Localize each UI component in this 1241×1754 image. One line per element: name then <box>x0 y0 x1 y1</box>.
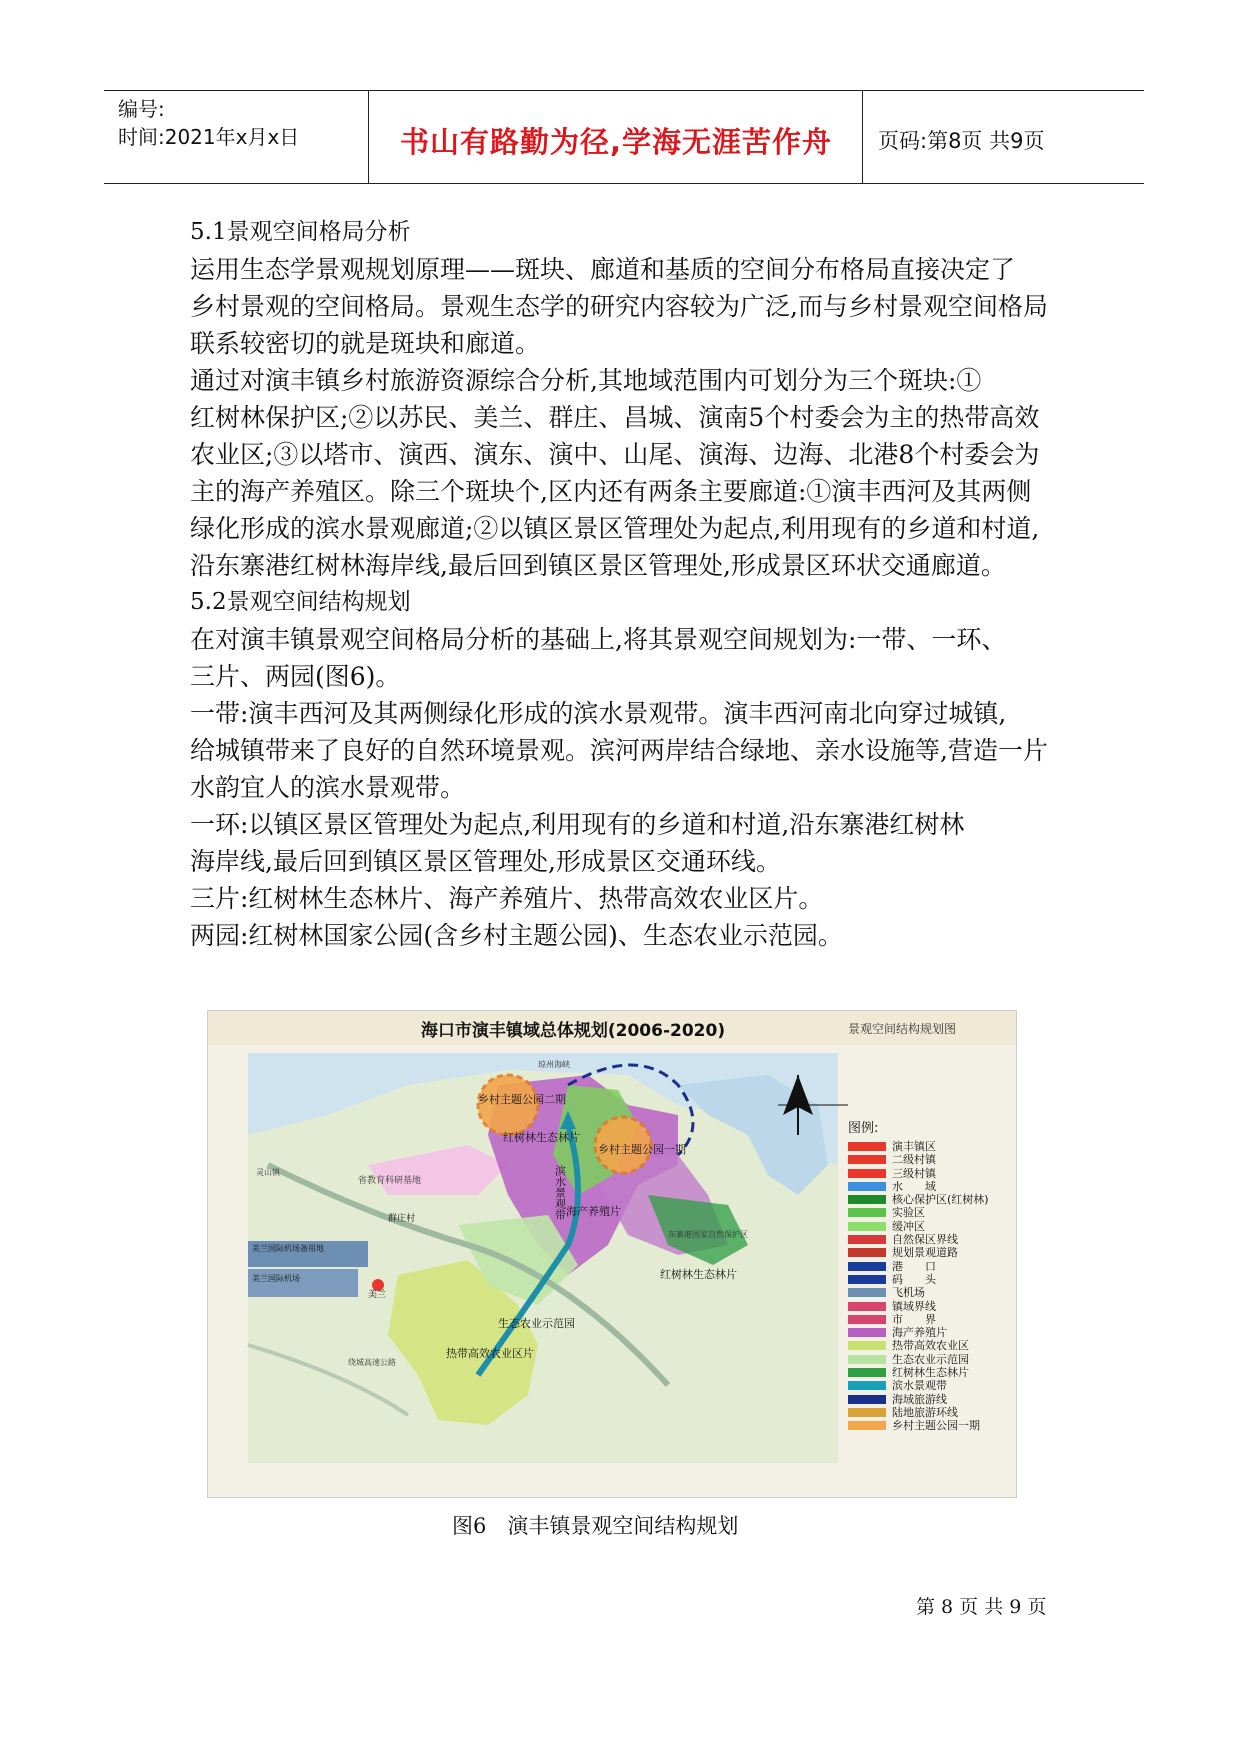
label-meilan: 美兰 <box>368 1290 387 1300</box>
legend-swatch <box>848 1408 886 1417</box>
header-left-cell <box>104 91 369 183</box>
legend-item <box>848 1393 1008 1406</box>
legend-swatch <box>848 1155 886 1164</box>
label-waterfront: 滨水景观带 <box>553 1165 567 1220</box>
legend-label: 三级村镇 <box>892 1166 936 1180</box>
paragraph-line: 三片、两园(图6)。 <box>190 662 401 691</box>
figure-caption: 图6 演丰镇景观空间结构规划 <box>452 1514 739 1538</box>
header-center-cell <box>370 91 863 183</box>
label-agri-zone: 热带高效农业区片 <box>446 1347 534 1360</box>
page-number-label: 页码:第8页 共9页 <box>878 129 1045 153</box>
legend-label: 港 口 <box>892 1259 936 1273</box>
paragraph-line: 通过对演丰镇乡村旅游资源综合分析,其地域范围内可划分为三个斑块:① <box>190 366 982 395</box>
legend-label: 缓冲区 <box>892 1219 925 1233</box>
paragraph-line: 绿化形成的滨水景观廊道;②以镇区景区管理处为起点,利用现有的乡道和村道, <box>190 514 1040 543</box>
paragraph-line: 沿东寨港红树林海岸线,最后回到镇区景区管理处,形成景区环状交通廊道。 <box>190 551 1006 580</box>
label-aquaculture: 海产养殖片 <box>566 1205 621 1218</box>
page-footer: 第 8 页 共 9 页 <box>916 1596 1047 1618</box>
label-lingshan: 灵山镇 <box>256 1168 280 1177</box>
label-reserve: 东寨港国家自然保护区 <box>668 1230 748 1239</box>
legend-item <box>848 1273 1008 1286</box>
legend-label: 核心保护区(红树林) <box>892 1193 989 1207</box>
paragraph-line: 农业区;③以塔市、演西、演东、演中、山尾、演海、边海、北港8个村委会为 <box>190 440 1040 469</box>
legend-item <box>848 1206 1008 1219</box>
paragraph-line: 一环:以镇区景区管理处为起点,利用现有的乡道和村道,沿东寨港红树林 <box>190 810 965 839</box>
label-park2: 乡村主题公园二期 <box>478 1093 566 1106</box>
label-qunzhuang: 群庄村 <box>388 1214 416 1224</box>
page-header <box>104 90 1144 184</box>
legend-item <box>848 1260 1008 1273</box>
paragraph-line: 乡村景观的空间格局。景观生态学的研究内容较为广泛,而与乡村景观空间格局 <box>190 292 1048 321</box>
paragraph-line: 海岸线,最后回到镇区景区管理处,形成景区交通环线。 <box>190 847 781 876</box>
header-right-cell <box>864 91 1144 183</box>
legend-swatch <box>848 1222 886 1231</box>
label-airport-backup: 美兰国际机场备用地 <box>252 1244 324 1253</box>
legend-swatch <box>848 1182 886 1191</box>
legend-swatch <box>848 1142 886 1151</box>
section-title-5-2: 5.2景观空间结构规划 <box>190 589 411 615</box>
legend-swatch <box>848 1208 886 1217</box>
legend-item <box>848 1419 1008 1432</box>
label-academy: 省教育科研基地 <box>358 1176 422 1186</box>
paragraph-line: 红树林保护区;②以苏民、美兰、群庄、昌城、演南5个村委会为主的热带高效 <box>190 403 1040 432</box>
legend-item <box>848 1220 1008 1233</box>
legend-label: 滨水景观带 <box>892 1379 947 1393</box>
legend-item <box>848 1286 1008 1299</box>
legend-swatch <box>848 1421 886 1430</box>
legend-label: 红树林生态林片 <box>892 1366 969 1380</box>
legend-swatch <box>848 1235 886 1244</box>
legend-swatch <box>848 1169 886 1178</box>
legend-item <box>848 1246 1008 1259</box>
legend-label: 实验区 <box>892 1206 925 1220</box>
legend-label: 生态农业示范园 <box>892 1352 969 1366</box>
legend-label: 二级村镇 <box>892 1153 936 1167</box>
time-label: 时间:2021年x月x日 <box>118 125 300 149</box>
label-agri-demo: 生态农业示范园 <box>498 1317 575 1330</box>
legend-item <box>848 1353 1008 1366</box>
legend-swatch <box>848 1195 886 1204</box>
legend-swatch <box>848 1262 886 1271</box>
legend-item <box>848 1326 1008 1339</box>
label-park1: 乡村主题公园一期 <box>598 1143 686 1156</box>
legend-label: 演丰镇区 <box>892 1140 936 1153</box>
legend-item <box>848 1339 1008 1352</box>
label-mangrove2: 红树林生态林片 <box>660 1268 737 1281</box>
paragraph-line: 给城镇带来了良好的自然环境景观。滨河两岸结合绿地、亲水设施等,营造一片 <box>190 736 1048 765</box>
label-strait: 琼州海峡 <box>538 1060 570 1069</box>
map-legend <box>848 1117 1008 1433</box>
legend-item <box>848 1313 1008 1326</box>
paragraph-line: 运用生态学景观规划原理——斑块、廊道和基质的空间分布格局直接决定了 <box>190 255 1016 284</box>
legend-swatch <box>848 1328 886 1337</box>
label-mangrove1: 红树林生态林片 <box>503 1131 580 1144</box>
legend-item <box>848 1379 1008 1392</box>
paragraph-line: 联系较密切的就是斑块和廊道。 <box>190 329 541 358</box>
legend-item <box>848 1406 1008 1419</box>
legend-label: 码 头 <box>892 1272 936 1286</box>
legend-title: 图例: <box>848 1121 879 1136</box>
legend-swatch <box>848 1341 886 1350</box>
legend-label: 镇域界线 <box>892 1299 936 1313</box>
planning-map-figure <box>207 1010 1017 1498</box>
legend-item <box>848 1180 1008 1193</box>
legend-label: 乡村主题公园一期 <box>892 1419 980 1433</box>
legend-swatch <box>848 1248 886 1257</box>
legend-label: 水 域 <box>892 1179 936 1193</box>
legend-swatch <box>848 1315 886 1324</box>
legend-swatch <box>848 1275 886 1284</box>
legend-swatch <box>848 1395 886 1404</box>
legend-swatch <box>848 1302 886 1311</box>
header-motto: 书山有路勤为径,学海无涯苦作舟 <box>399 125 833 159</box>
section-title-5-1: 5.1景观空间格局分析 <box>190 219 411 245</box>
map-title: 海口市演丰镇域总体规划(2006-2020) <box>420 1021 726 1041</box>
legend-item <box>848 1193 1008 1206</box>
legend-item <box>848 1167 1008 1180</box>
legend-item <box>848 1366 1008 1379</box>
legend-item <box>848 1153 1008 1166</box>
map-title-bar <box>208 1011 1016 1046</box>
legend-label: 陆地旅游环线 <box>892 1405 958 1419</box>
paragraph-line: 水韵宜人的滨水景观带。 <box>190 773 466 802</box>
paragraph-line: 在对演丰镇景观空间格局分析的基础上,将其景观空间规划为:一带、一环、 <box>190 625 1007 654</box>
legend-item <box>848 1233 1008 1246</box>
legend-label: 市 界 <box>892 1312 936 1326</box>
paragraph-line: 三片:红树林生态林片、海产养殖片、热带高效农业区片。 <box>190 884 824 913</box>
paragraph-line: 主的海产养殖区。除三个斑块个,区内还有两条主要廊道:①演丰西河及其两侧 <box>190 477 1032 506</box>
legend-swatch <box>848 1355 886 1364</box>
legend-swatch <box>848 1368 886 1377</box>
legend-item <box>848 1140 1008 1153</box>
label-airport: 美兰国际机场 <box>252 1274 300 1283</box>
legend-label: 海产养殖片 <box>892 1326 947 1340</box>
legend-label: 自然保区界线 <box>892 1233 958 1247</box>
legend-label: 飞机场 <box>892 1286 925 1300</box>
legend-label: 海域旅游线 <box>892 1392 947 1406</box>
legend-swatch <box>848 1288 886 1297</box>
legend-label: 热带高效农业区 <box>892 1339 969 1353</box>
number-label: 编号: <box>118 97 165 121</box>
map-subtitle: 景观空间结构规划图 <box>848 1022 957 1036</box>
legend-item <box>848 1300 1008 1313</box>
paragraph-line: 两园:红树林国家公园(含乡村主题公园)、生态农业示范园。 <box>190 921 843 950</box>
legend-swatch <box>848 1381 886 1390</box>
paragraph-line: 一带:演丰西河及其两侧绿化形成的滨水景观带。演丰西河南北向穿过城镇, <box>190 699 1007 728</box>
legend-label: 规划景观道路 <box>892 1246 958 1260</box>
label-expressway: 绕城高速公路 <box>348 1358 396 1367</box>
